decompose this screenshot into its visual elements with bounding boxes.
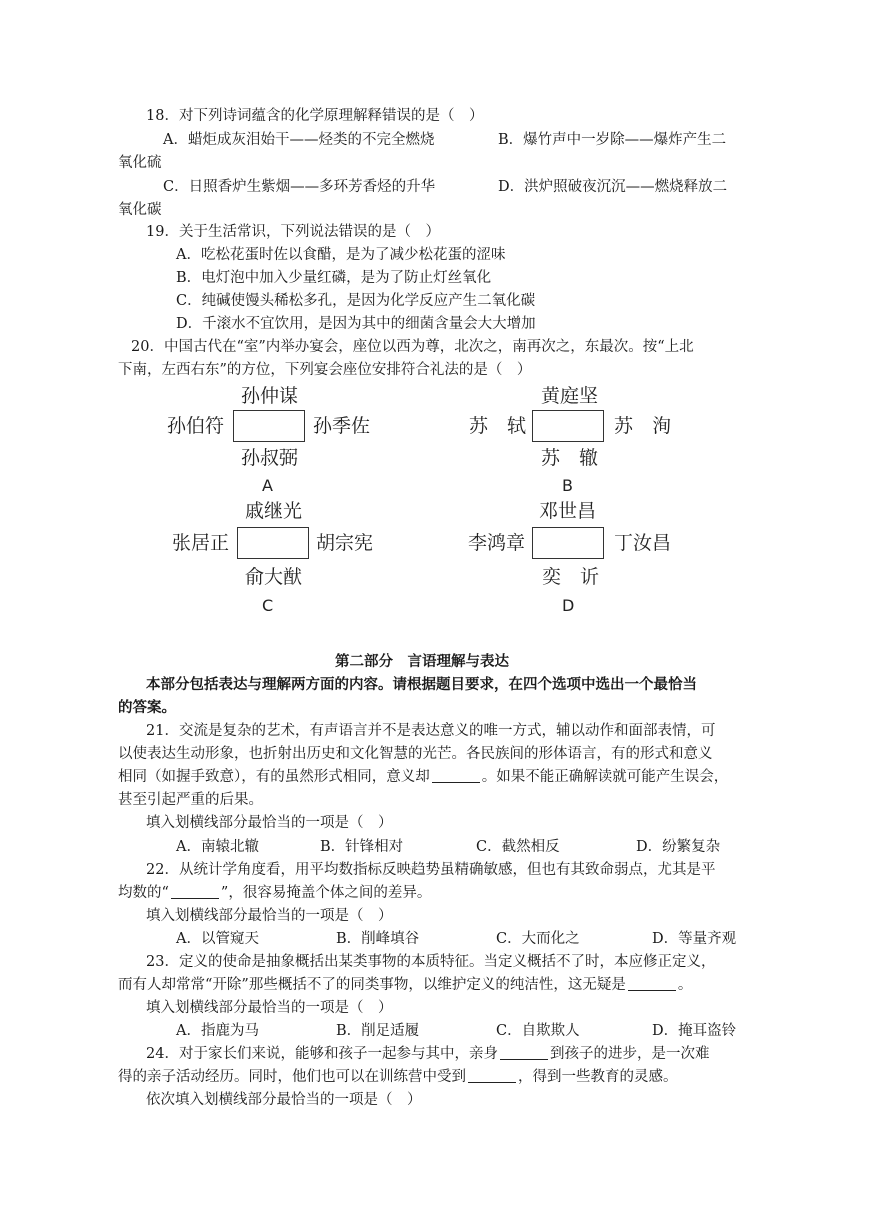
q21-prompt: 填入划横线部分最恰当的一项是（ ） <box>146 815 393 831</box>
q18-option-b-cont: 氧化硫 <box>118 155 162 171</box>
diagram-c-north: 戚继光 <box>245 500 303 522</box>
q24-answer-blank-1 <box>500 1045 548 1060</box>
q18-option-a: A．蜡炬成灰泪始干——烃类的不完全燃烧 <box>163 132 435 148</box>
q24-prompt: 依次填入划横线部分最恰当的一项是（ ） <box>146 1092 422 1108</box>
diagram-a-table <box>233 410 305 442</box>
q23-option-c: C．自欺欺人 <box>496 1023 580 1039</box>
q19-option-d: D．千滚水不宜饮用，是因为其中的细菌含量会大大增加 <box>176 316 536 332</box>
q22-line2-start: 均数的“ <box>118 885 169 901</box>
q23-prompt: 填入划横线部分最恰当的一项是（ ） <box>146 1000 393 1016</box>
q23-line2 <box>118 975 692 995</box>
q21-line4: 甚至引起严重的后果。 <box>118 792 263 808</box>
q19-stem: 19．关于生活常识，下列说法错误的是（ ） <box>146 224 440 240</box>
diagram-c-table <box>237 527 309 559</box>
diagram-b-east: 苏 洵 <box>614 415 672 437</box>
q19-option-c: C．纯碱使馒头稀松多孔，是因为化学反应产生二氧化碳 <box>176 293 536 309</box>
q19-option-b: B．电灯泡中加入少量红磷，是为了防止灯丝氧化 <box>176 270 492 286</box>
q21-option-d: D．纷繁复杂 <box>636 839 721 855</box>
diagram-b-south: 苏 辙 <box>541 447 599 469</box>
q21-line1: 21．交流是复杂的艺术，有声语言并不是表达意义的唯一方式，辅以动作和面部表情，可 <box>146 723 716 739</box>
q21-option-b: B．针锋相对 <box>320 839 404 855</box>
q22-prompt: 填入划横线部分最恰当的一项是（ ） <box>146 908 393 924</box>
diagram-d-table <box>532 527 604 559</box>
q23-line2-end: 。 <box>677 977 693 993</box>
q18-option-d: D．洪炉照破夜沉沉——燃烧释放二 <box>498 179 728 195</box>
diagram-d-west: 李鸿章 <box>468 532 526 554</box>
part2-title: 第二部分 言语理解与表达 <box>335 653 509 670</box>
q22-line1: 22．从统计学角度看，用平均数指标反映趋势虽精确敏感，但也有其致命弱点，尤其是平 <box>146 862 716 878</box>
q21-line3 <box>118 767 728 787</box>
diagram-b-table <box>532 410 604 442</box>
q22-option-c: C．大而化之 <box>496 931 580 947</box>
diagram-c-east: 胡宗宪 <box>316 532 374 554</box>
diagram-c-west: 张居正 <box>172 532 230 554</box>
diagram-d-label: D <box>562 596 575 615</box>
diagram-b-west: 苏 轼 <box>469 415 527 437</box>
q23-option-a: A．指鹿为马 <box>176 1023 259 1039</box>
q22-option-b: B．削峰填谷 <box>336 931 420 947</box>
q24-line1-end: 到孩子的进步，是一次难 <box>549 1046 710 1062</box>
q21-line3-end: 。如果不能正确解读就可能产生误会， <box>481 769 729 785</box>
diagram-b-label: B <box>562 476 573 495</box>
diagram-d-east: 丁汝昌 <box>614 532 672 554</box>
q21-option-c: C．截然相反 <box>476 839 560 855</box>
q23-option-d: D．掩耳盗铃 <box>652 1023 737 1039</box>
q22-line2-end: ”，很容易掩盖个体之间的差异。 <box>220 885 432 901</box>
diagram-c-label: C <box>262 596 274 615</box>
q23-line2-start: 而有人却常常“开除”那些概括不了的同类事物，以维护定义的纯洁性，这无疑是 <box>118 977 626 993</box>
q24-line2-end: ，得到一些教育的灵感。 <box>518 1069 678 1085</box>
q21-line2: 以使表达生动形象，也折射出历史和文化智慧的光芒。各民族间的形体语言，有的形式和意义 <box>118 746 713 762</box>
q24-line2 <box>118 1067 678 1087</box>
q23-option-b: B．削足适履 <box>336 1023 420 1039</box>
q20-line2: 下南，左西右东”的方位，下列宴会座位安排符合礼法的是（ ） <box>118 362 532 378</box>
q23-line1: 23．定义的使命是抽象概括出某类事物的本质特征。当定义概括不了时，本应修正定义， <box>146 954 716 970</box>
q21-line3-start: 相同（如握手致意），有的虽然形式相同，意义却 <box>118 769 430 785</box>
part2-intro-line1: 本部分包括表达与理解两方面的内容。请根据题目要求，在四个选项中选出一个最恰当 <box>146 676 697 693</box>
diagram-b-north: 黄庭坚 <box>541 385 599 407</box>
q21-option-a: A．南辕北辙 <box>176 839 259 855</box>
diagram-c-south: 俞大猷 <box>245 566 303 588</box>
diagram-d-north: 邓世昌 <box>539 500 597 522</box>
diagram-a-south: 孙叔弼 <box>241 447 299 469</box>
q22-option-a: A．以管窥天 <box>176 931 259 947</box>
diagram-a-west: 孙伯符 <box>167 415 225 437</box>
q20-line1: 20．中国古代在“室”内举办宴会，座位以西为尊，北次之，南再次之，东最次。按“上北 <box>131 339 694 355</box>
part2-intro-line2: 的答案。 <box>118 699 176 716</box>
q18-option-d-cont: 氧化碳 <box>118 202 162 218</box>
diagram-d-south: 奕 䜣 <box>542 566 600 588</box>
q23-answer-blank <box>628 976 676 991</box>
q22-answer-blank <box>171 884 219 899</box>
diagram-a-east: 孙季佐 <box>313 415 371 437</box>
q22-option-d: D．等量齐观 <box>652 931 737 947</box>
q18-stem: 18．对下列诗词蕴含的化学原理解释错误的是（ ） <box>146 108 484 124</box>
q19-option-a: A．吃松花蛋时佐以食醋，是为了减少松花蛋的涩味 <box>176 247 506 263</box>
q18-option-c: C．日照香炉生紫烟——多环芳香烃的升华 <box>163 179 436 195</box>
q18-option-b: B．爆竹声中一岁除——爆炸产生二 <box>498 132 727 148</box>
q24-line2-start: 得的亲子活动经历。同时，他们也可以在训练营中受到 <box>118 1069 466 1085</box>
q21-answer-blank <box>432 768 480 783</box>
q24-line1 <box>146 1044 709 1064</box>
diagram-a-label: A <box>262 476 273 495</box>
diagram-a-north: 孙仲谋 <box>241 385 299 407</box>
q24-answer-blank-2 <box>468 1068 516 1083</box>
q22-line2 <box>118 883 431 903</box>
q24-line1-start: 24．对于家长们来说，能够和孩子一起参与其中，亲身 <box>146 1046 498 1062</box>
